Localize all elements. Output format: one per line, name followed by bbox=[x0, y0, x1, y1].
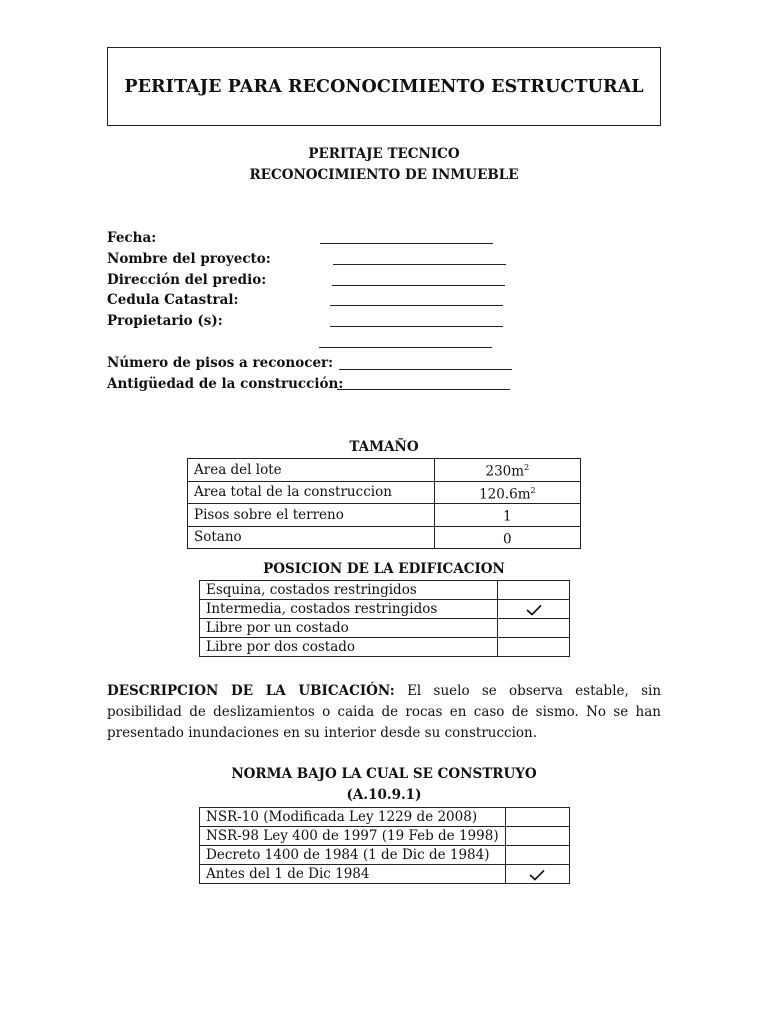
checkbox-cell[interactable] bbox=[505, 865, 569, 884]
norma-subtitle: (A.10.9.1) bbox=[346, 787, 422, 803]
checkmark-icon bbox=[529, 869, 545, 881]
table-row bbox=[200, 865, 570, 884]
checkbox-cell[interactable] bbox=[505, 808, 569, 827]
subtitle-line-1: PERITAJE TECNICO bbox=[308, 146, 460, 162]
document-title: PERITAJE PARA RECONOCIMIENTO ESTRUCTURAL bbox=[124, 76, 644, 97]
field-label-antiguedad: Antigüedad de la construcción: bbox=[107, 376, 344, 392]
posicion-table bbox=[199, 580, 570, 657]
posicion-label: Esquina, costados restringidos bbox=[200, 581, 498, 600]
posicion-label: Libre por dos costado bbox=[200, 638, 498, 657]
checkbox-cell[interactable] bbox=[498, 581, 570, 600]
descripcion-text: El suelo se observa estable, sin posibilidad de deslizamientos o caida de rocas en caso de sismo. No se han presentado inundaciones en su interior desde su construccion. bbox=[107, 683, 662, 741]
norma-label: NSR-98 Ley 400 de 1997 (19 Feb de 1998) bbox=[200, 827, 506, 846]
checkbox-cell[interactable] bbox=[498, 600, 570, 619]
field-line-fecha[interactable] bbox=[320, 243, 493, 244]
checkmark-icon bbox=[526, 604, 542, 616]
descripcion-label: DESCRIPCION DE LA UBICACIÓN: bbox=[107, 683, 395, 699]
table-row bbox=[200, 619, 570, 638]
field-line-propietario-2[interactable] bbox=[319, 347, 492, 348]
field-line-pisos[interactable] bbox=[339, 369, 512, 370]
field-line-propietario[interactable] bbox=[330, 326, 503, 327]
tamano-label: Pisos sobre el terreno bbox=[188, 504, 435, 527]
norma-label: Decreto 1400 de 1984 (1 de Dic de 1984) bbox=[200, 846, 506, 865]
field-line-antiguedad[interactable] bbox=[337, 389, 510, 390]
tamano-value: $120.6m^2$ bbox=[434, 481, 580, 504]
document-title-box bbox=[107, 47, 661, 126]
checkbox-cell[interactable] bbox=[505, 827, 569, 846]
field-line-nombre-proyecto[interactable] bbox=[333, 264, 506, 265]
norma-table bbox=[199, 807, 570, 884]
table-row bbox=[200, 808, 570, 827]
posicion-label: Intermedia, costados restringidos bbox=[200, 600, 498, 619]
field-label-direccion: Dirección del predio: bbox=[107, 272, 267, 288]
table-row bbox=[188, 504, 581, 527]
tamano-value: $230m^2$ bbox=[434, 459, 580, 482]
field-label-cedula: Cedula Catastral: bbox=[107, 292, 239, 308]
norma-title: NORMA BAJO LA CUAL SE CONSTRUYO bbox=[231, 766, 537, 782]
table-row bbox=[200, 827, 570, 846]
tamano-value: 0 bbox=[434, 526, 580, 549]
tamano-label: Sotano bbox=[188, 526, 435, 549]
posicion-label: Libre por un costado bbox=[200, 619, 498, 638]
subtitle-line-2: RECONOCIMIENTO DE INMUEBLE bbox=[249, 167, 519, 183]
tamano-title: TAMAÑO bbox=[349, 439, 419, 455]
tamano-label: Area del lote bbox=[188, 459, 435, 482]
norma-label: Antes del 1 de Dic 1984 bbox=[200, 865, 506, 884]
checkbox-cell[interactable] bbox=[498, 619, 570, 638]
table-row bbox=[188, 526, 581, 549]
table-row bbox=[188, 459, 581, 482]
table-row bbox=[200, 581, 570, 600]
field-label-propietario: Propietario (s): bbox=[107, 313, 223, 329]
field-label-pisos: Número de pisos a reconocer: bbox=[107, 355, 334, 371]
tamano-label: Area total de la construccion bbox=[188, 481, 435, 504]
tamano-table bbox=[187, 458, 581, 549]
norma-label: NSR-10 (Modificada Ley 1229 de 2008) bbox=[200, 808, 506, 827]
checkbox-cell[interactable] bbox=[498, 638, 570, 657]
checkbox-cell[interactable] bbox=[505, 846, 569, 865]
descripcion-paragraph bbox=[107, 681, 661, 744]
field-line-direccion[interactable] bbox=[332, 285, 505, 286]
field-label-fecha: Fecha: bbox=[107, 230, 157, 246]
table-row bbox=[200, 638, 570, 657]
field-label-nombre-proyecto: Nombre del proyecto: bbox=[107, 251, 271, 267]
table-row bbox=[200, 600, 570, 619]
tamano-value: 1 bbox=[434, 504, 580, 527]
posicion-title: POSICION DE LA EDIFICACION bbox=[263, 561, 505, 577]
field-line-cedula[interactable] bbox=[330, 305, 503, 306]
table-row bbox=[188, 481, 581, 504]
table-row bbox=[200, 846, 570, 865]
